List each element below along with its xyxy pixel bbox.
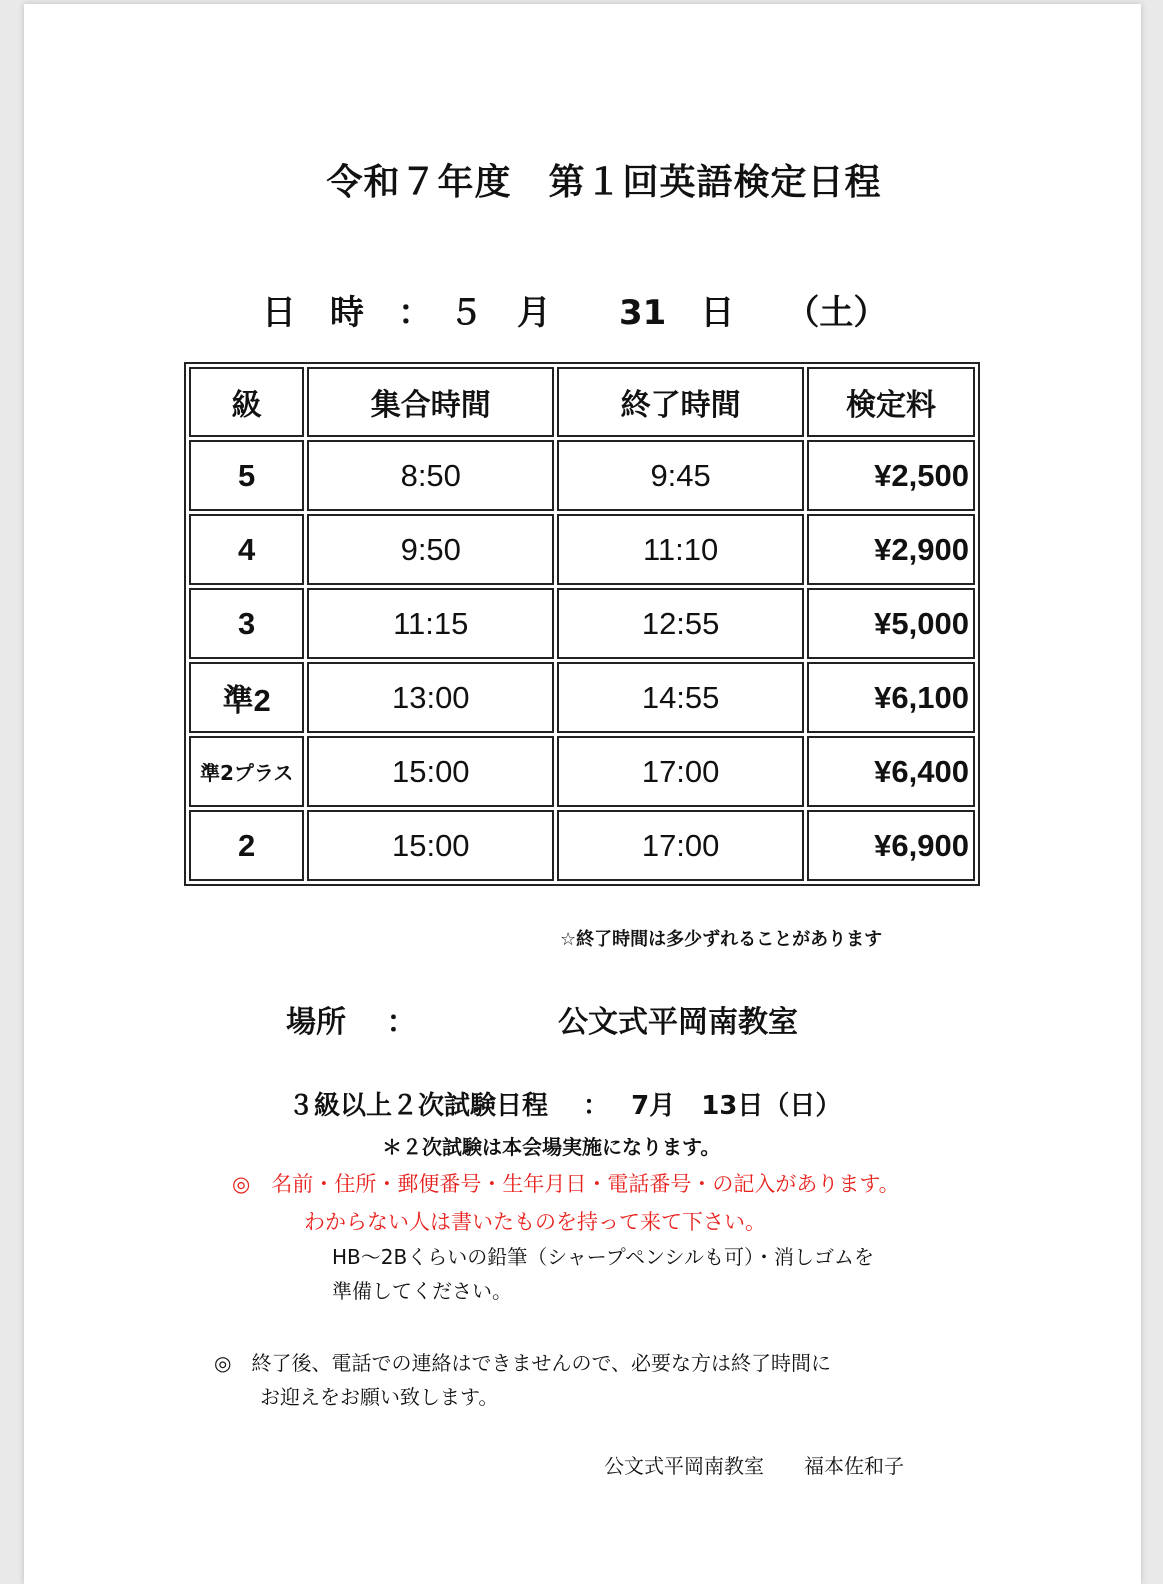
bring-items-notice: HB～2Bくらいの鉛筆（シャープペンシルも可）・消しゴムを (332, 1245, 875, 1269)
fee-cell: ¥2,900 (807, 514, 975, 585)
fee-cell: ¥5,000 (807, 588, 975, 659)
pickup-notice-line2: お迎えをお願い致します。 (260, 1385, 499, 1409)
end-time-cell: 11:10 (557, 514, 804, 585)
gather-time-cell: 15:00 (307, 736, 554, 807)
second-exam-note: ＊２次試験は本会場実施になります。 (382, 1135, 721, 1159)
end-time-cell: 17:00 (557, 736, 804, 807)
table-row (189, 514, 975, 585)
header-fee: 検定料 (807, 367, 975, 437)
grade-cell: 3 (189, 588, 304, 659)
grade-cell: 4 (189, 514, 304, 585)
gather-time-cell: 13:00 (307, 662, 554, 733)
schedule-table (184, 362, 980, 886)
place-value: 公文式平岡南教室 (558, 1005, 798, 1040)
gather-time-cell: 11:15 (307, 588, 554, 659)
table-row (189, 588, 975, 659)
grade-cell: 準2 (189, 662, 304, 733)
fee-cell: ¥6,100 (807, 662, 975, 733)
table-row (189, 810, 975, 881)
end-time-cell: 12:55 (557, 588, 804, 659)
header-gather-time: 集合時間 (307, 367, 554, 437)
end-time-cell: 17:00 (557, 810, 804, 881)
gather-time-cell: 15:00 (307, 810, 554, 881)
end-time-cell: 9:45 (557, 440, 804, 511)
gather-time-cell: 9:50 (307, 514, 554, 585)
table-row (189, 440, 975, 511)
place-label: 場所 ： (286, 1005, 417, 1040)
grade-cell: 準2プラス (189, 736, 304, 807)
grade-cell: 2 (189, 810, 304, 881)
bring-items-notice-line2: 準備してください。 (332, 1279, 512, 1303)
required-info-notice-line2: わからない人は書いたものを持って来て下さい。 (304, 1210, 766, 1234)
page-title: 令和７年度 第１回英語検定日程 (326, 162, 882, 203)
required-info-notice: ◎ 名前・住所・郵便番号・生年月日・電話番号・の記入があります。 (232, 1172, 900, 1196)
header-end-time: 終了時間 (557, 367, 804, 437)
fee-cell: ¥6,400 (807, 736, 975, 807)
end-time-note: ☆終了時間は多少ずれることがあります (560, 929, 883, 950)
header-grade: 級 (189, 367, 304, 437)
fee-cell: ¥2,500 (807, 440, 975, 511)
fee-cell: ¥6,900 (807, 810, 975, 881)
end-time-cell: 14:55 (557, 662, 804, 733)
table-row (189, 662, 975, 733)
second-exam-schedule: ３級以上２次試験日程 ： 7月 13日（日） (288, 1091, 842, 1121)
table-row (189, 736, 975, 807)
gather-time-cell: 8:50 (307, 440, 554, 511)
signature: 公文式平岡南教室 福本佐和子 (604, 1454, 904, 1478)
table-header-row (189, 367, 975, 437)
grade-cell: 5 (189, 440, 304, 511)
pickup-notice: ◎ 終了後、電話での連絡はできませんので、必要な方は終了時間に (214, 1351, 832, 1375)
exam-date: 日 時 ： ５ 月 31 日 （土） (262, 293, 888, 333)
